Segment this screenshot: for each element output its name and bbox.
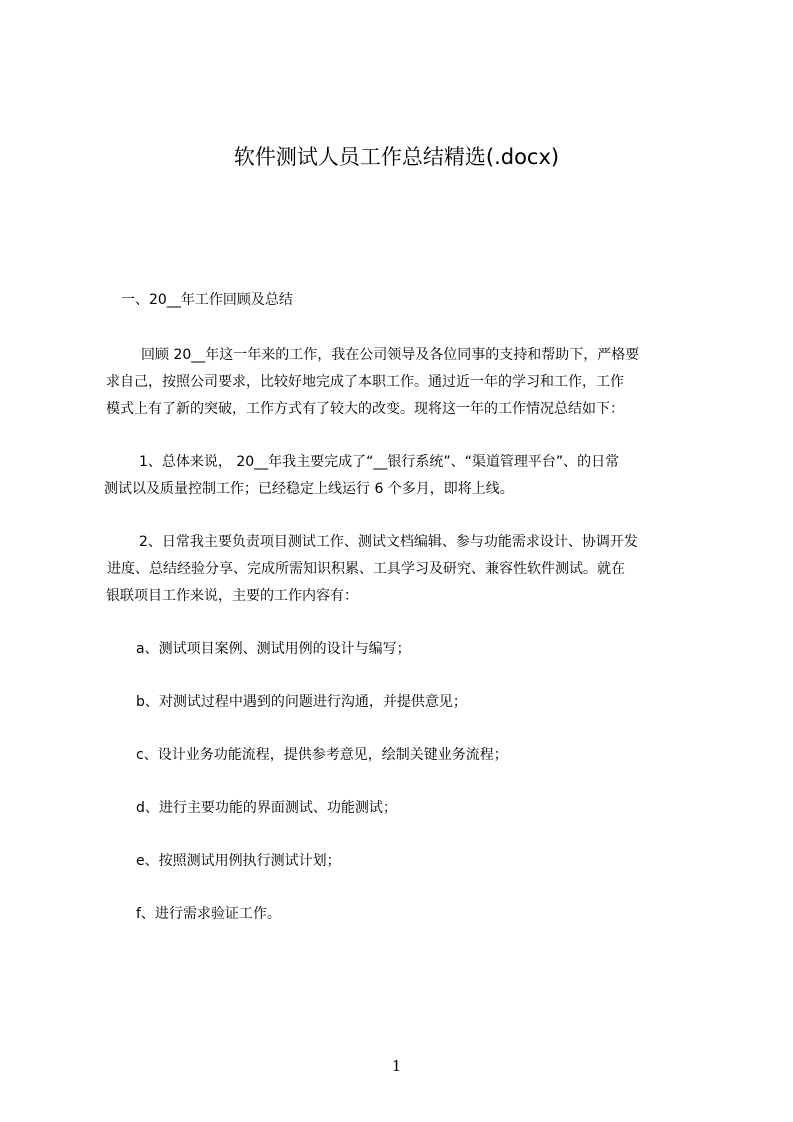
list-item: a、测试项目案例、测试用例的设计与编写；	[136, 641, 411, 657]
paragraph-line: 回顾 20__年这一年来的工作，我在公司领导及各位同事的支持和帮助下，严格要	[141, 347, 640, 363]
section-heading: 一、20__年工作回顾及总结	[121, 292, 293, 308]
page-number: 1	[391, 1057, 402, 1075]
list-item: c、设计业务功能流程，提供参考意见，绘制关键业务流程；	[136, 747, 508, 763]
list-item: e、按照测试用例执行测试计划；	[136, 853, 341, 869]
document-title: 软件测试人员工作总结精选(.docx)	[233, 145, 560, 169]
paragraph-line: 求自己，按照公司要求，比较好地完成了本职工作。通过近一年的学习和工作，工作	[106, 374, 624, 390]
list-item: d、进行主要功能的界面测试、功能测试；	[136, 800, 397, 816]
paragraph-line: 测试以及质量控制工作；已经稳定上线运行 6 个多月，即将上线。	[104, 481, 514, 497]
paragraph-line: 1、总体来说， 20__年我主要完成了“__银行系统”、“渠道管理平台”、的日常	[139, 454, 620, 470]
paragraph-line: 2、日常我主要负责项目测试工作、测试文档编辑、参与功能需求设计、协调开发	[139, 534, 638, 550]
paragraph-line: 模式上有了新的突破，工作方式有了较大的改变。现将这一年的工作情况总结如下：	[106, 401, 624, 417]
list-item: b、对测试过程中遇到的问题进行沟通，并提供意见；	[136, 694, 467, 710]
list-item: f、进行需求验证工作。	[136, 906, 281, 922]
paragraph-line: 银联项目工作来说，主要的工作内容有：	[106, 588, 358, 604]
paragraph-line: 进度、总结经验分享、完成所需知识积累、工具学习及研究、兼容性软件测试。就在	[107, 561, 625, 577]
